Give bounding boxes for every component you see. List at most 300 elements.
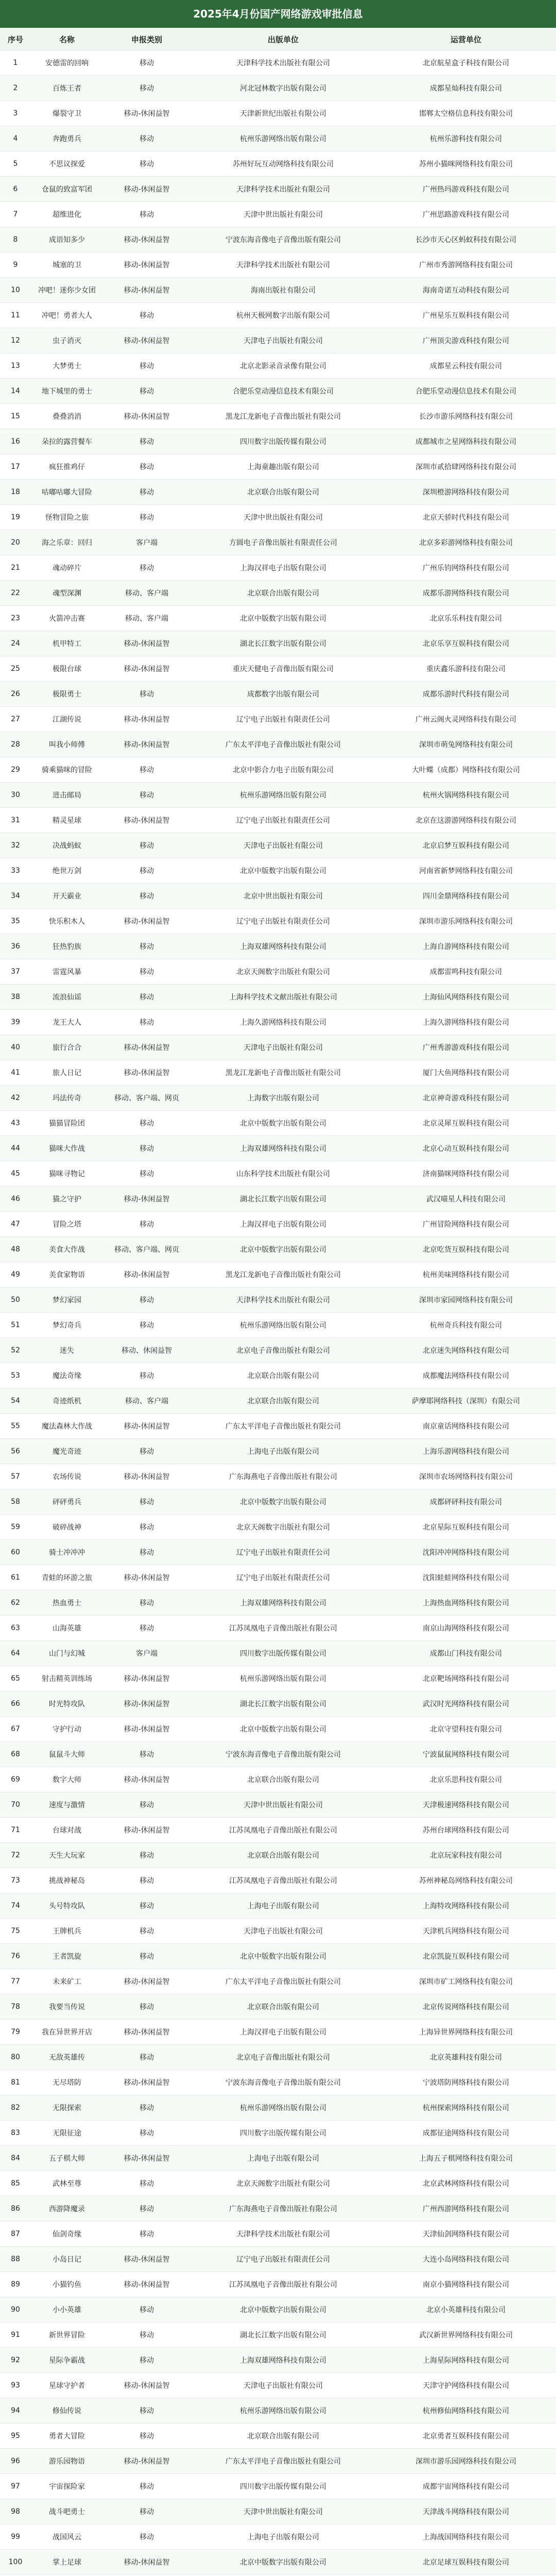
row-name: 热血勇士 (31, 1590, 103, 1616)
row-publisher: 广东海燕电子音像出版社有限公司 (190, 2196, 376, 2222)
row-category: 移动 (103, 2398, 190, 2424)
row-name: 无尽塔防 (31, 2070, 103, 2095)
row-index: 19 (0, 505, 31, 530)
table-row (0, 833, 556, 858)
row-publisher: 江苏凤凰电子音像出版社有限公司 (190, 1818, 376, 1843)
row-index: 96 (0, 2449, 31, 2474)
table-row (0, 2499, 556, 2524)
row-name: 机甲特工 (31, 631, 103, 656)
row-category: 移动 (103, 682, 190, 707)
row-category: 移动、客户端 (103, 606, 190, 631)
row-category: 移动-休闲益智 (103, 1969, 190, 1994)
table-row (0, 2146, 556, 2171)
row-category: 移动 (103, 959, 190, 985)
row-publisher: 湖北长江数字出版有限公司 (190, 2323, 376, 2348)
row-operator: 上海星际网络科技有限公司 (376, 2348, 556, 2373)
row-operator: 天津极速网络科技有限公司 (376, 1792, 556, 1818)
table-row (0, 530, 556, 555)
row-name: 爆裂守卫 (31, 101, 103, 126)
table-row (0, 1262, 556, 1287)
row-index: 68 (0, 1742, 31, 1767)
row-category: 移动 (103, 151, 190, 177)
row-name: 无限征途 (31, 2121, 103, 2146)
table-row (0, 2095, 556, 2121)
row-operator: 上海自游网络科技有限公司 (376, 934, 556, 959)
row-index: 89 (0, 2272, 31, 2297)
row-index: 97 (0, 2474, 31, 2499)
row-publisher: 湖北长江数字出版有限公司 (190, 1691, 376, 1717)
row-category: 移动、客户端、网页 (103, 1237, 190, 1262)
row-category: 移动 (103, 2474, 190, 2499)
row-name: 我在异世界开店 (31, 2020, 103, 2045)
row-index: 93 (0, 2373, 31, 2398)
row-operator: 杭州美味网络科技有限公司 (376, 1262, 556, 1287)
row-category: 移动-休闲益智 (103, 2373, 190, 2398)
row-category: 移动 (103, 429, 190, 454)
row-name: 朵拉的露营餐车 (31, 429, 103, 454)
row-name: 魔光奇迹 (31, 1439, 103, 1464)
row-category: 移动 (103, 1313, 190, 1338)
row-index: 7 (0, 202, 31, 227)
table-row (0, 1742, 556, 1767)
row-name: 不思议探爱 (31, 151, 103, 177)
table-row (0, 2222, 556, 2247)
row-publisher: 辽宁电子出版社有限责任公司 (190, 1565, 376, 1590)
row-category: 移动 (103, 1287, 190, 1313)
row-index: 13 (0, 353, 31, 379)
row-publisher: 天津新世纪出版社有限公司 (190, 101, 376, 126)
row-category: 移动-休闲益智 (103, 2449, 190, 2474)
row-operator: 广州乐钧网络科技有限公司 (376, 555, 556, 581)
table-row (0, 757, 556, 783)
row-category: 移动-休闲益智 (103, 1666, 190, 1691)
table-row (0, 1565, 556, 1590)
row-operator: 天津仙剑网络科技有限公司 (376, 2222, 556, 2247)
row-publisher: 北京联合出版有限公司 (190, 1767, 376, 1792)
row-name: 冒险之塔 (31, 1212, 103, 1237)
row-index: 52 (0, 1338, 31, 1363)
table-row (0, 656, 556, 682)
row-name: 旅行合合 (31, 1035, 103, 1060)
row-operator: 成都城市之星网络科技有限公司 (376, 429, 556, 454)
table-row (0, 1237, 556, 1262)
row-publisher: 上海汉祥电子出版有限公司 (190, 1212, 376, 1237)
row-name: 猫咪大作战 (31, 1136, 103, 1161)
table-row (0, 505, 556, 530)
row-index: 36 (0, 934, 31, 959)
row-index: 5 (0, 151, 31, 177)
row-category: 移动 (103, 76, 190, 101)
row-publisher: 上海双雄网络科技有限公司 (190, 934, 376, 959)
row-category: 移动 (103, 783, 190, 808)
row-category: 移动 (103, 2045, 190, 2070)
row-category: 移动 (103, 1843, 190, 1868)
row-publisher: 辽宁电子出版社有限责任公司 (190, 2247, 376, 2272)
row-category: 移动 (103, 2348, 190, 2373)
row-index: 94 (0, 2398, 31, 2424)
row-operator: 上海热血网络科技有限公司 (376, 1590, 556, 1616)
row-operator: 上海特攻网络科技有限公司 (376, 1893, 556, 1919)
row-name: 掌上足球 (31, 2550, 103, 2575)
table-row (0, 1287, 556, 1313)
row-category: 移动 (103, 1212, 190, 1237)
row-name: 天生大玩家 (31, 1843, 103, 1868)
row-category: 移动-休闲益智 (103, 656, 190, 682)
row-name: 砰砰勇兵 (31, 1489, 103, 1515)
row-operator: 上海五子棋网络科技有限公司 (376, 2146, 556, 2171)
row-index: 35 (0, 909, 31, 934)
row-publisher: 四川数字出版传媒有限公司 (190, 2474, 376, 2499)
table-row (0, 1792, 556, 1818)
row-name: 海之乐章：回归 (31, 530, 103, 555)
row-name: 成语知多少 (31, 227, 103, 252)
row-category: 移动 (103, 1616, 190, 1641)
row-operator: 北京玩家科技有限公司 (376, 1843, 556, 1868)
row-operator: 北京英雄科技有限公司 (376, 2045, 556, 2070)
row-index: 53 (0, 1363, 31, 1388)
row-category: 移动-休闲益智 (103, 2020, 190, 2045)
row-name: 武林至尊 (31, 2171, 103, 2196)
row-operator: 杭州修仙网络科技有限公司 (376, 2398, 556, 2424)
table-row (0, 1212, 556, 1237)
row-publisher: 北京中版数字出版有限公司 (190, 1237, 376, 1262)
table-row (0, 2121, 556, 2146)
row-category: 移动-休闲益智 (103, 631, 190, 656)
row-index: 73 (0, 1868, 31, 1893)
row-name: 王牌机兵 (31, 1919, 103, 1944)
row-operator: 深圳市农场网络科技有限公司 (376, 1464, 556, 1489)
row-publisher: 天津电子出版社有限公司 (190, 2373, 376, 2398)
row-publisher: 宁波东海音像电子音像出版有限公司 (190, 1742, 376, 1767)
row-category: 移动、客户端、网页 (103, 1086, 190, 1111)
row-operator: 南京童话网络科技有限公司 (376, 1414, 556, 1439)
row-operator: 北京灵犀互娱科技有限公司 (376, 1111, 556, 1136)
row-name: 小小英雄 (31, 2297, 103, 2323)
row-category: 移动-休闲益智 (103, 1060, 190, 1086)
row-operator: 海南奇诺互动科技有限公司 (376, 278, 556, 303)
header-publisher: 出版单位 (190, 28, 376, 50)
table-row (0, 2449, 556, 2474)
row-publisher: 天津中世出版社有限公司 (190, 202, 376, 227)
row-category: 移动-休闲益智 (103, 909, 190, 934)
table-row (0, 50, 556, 76)
row-operator: 四川金鼎网络科技有限公司 (376, 884, 556, 909)
row-category: 移动 (103, 2222, 190, 2247)
row-name: 超维进化 (31, 202, 103, 227)
row-operator: 长沙市游乐网络科技有限公司 (376, 404, 556, 429)
row-category: 移动 (103, 1994, 190, 2020)
row-operator: 成都乐游网络科技有限公司 (376, 581, 556, 606)
row-index: 58 (0, 1489, 31, 1515)
row-category: 移动-休闲益智 (103, 808, 190, 833)
table-row (0, 1666, 556, 1691)
row-operator: 广州思路游戏科技有限公司 (376, 202, 556, 227)
row-index: 10 (0, 278, 31, 303)
row-operator: 上海乐游网络科技有限公司 (376, 1439, 556, 1464)
row-index: 71 (0, 1818, 31, 1843)
row-index: 8 (0, 227, 31, 252)
row-name: 西游降魔录 (31, 2196, 103, 2222)
header-operator: 运营单位 (376, 28, 556, 50)
row-name: 仙剑奇缘 (31, 2222, 103, 2247)
row-publisher: 天津科学技术出版社有限公司 (190, 50, 376, 76)
row-publisher: 天津电子出版社有限公司 (190, 833, 376, 858)
row-operator: 深圳市矿工网络科技有限公司 (376, 1969, 556, 1994)
table-row (0, 151, 556, 177)
header-name: 名称 (31, 28, 103, 50)
table-row (0, 2272, 556, 2297)
row-category: 移动-休闲益智 (103, 177, 190, 202)
row-publisher: 辽宁电子出版社有限责任公司 (190, 808, 376, 833)
row-name: 骑士冲冲冲 (31, 1540, 103, 1565)
row-publisher: 宁波东海音像电子音像出版有限公司 (190, 227, 376, 252)
table-row (0, 2247, 556, 2272)
row-index: 90 (0, 2297, 31, 2323)
row-category: 移动、休闲益智 (103, 1338, 190, 1363)
row-publisher: 天津科学技术出版社有限公司 (190, 1287, 376, 1313)
row-name: 猫之守护 (31, 1187, 103, 1212)
row-category: 移动 (103, 1363, 190, 1388)
row-operator: 北京守望科技有限公司 (376, 1717, 556, 1742)
row-publisher: 杭州乐游网络出版有限公司 (190, 2398, 376, 2424)
row-publisher: 上海电子出版有限公司 (190, 2524, 376, 2550)
table-row (0, 2550, 556, 2575)
row-category: 移动 (103, 1540, 190, 1565)
row-category: 移动-休闲益智 (103, 1187, 190, 1212)
row-operator: 北京心动互娱科技有限公司 (376, 1136, 556, 1161)
row-name: 叠叠消消 (31, 404, 103, 429)
row-index: 34 (0, 884, 31, 909)
row-operator: 成都山门科技有限公司 (376, 1641, 556, 1666)
row-index: 45 (0, 1161, 31, 1187)
row-publisher: 河北冠林数字出版有限公司 (190, 76, 376, 101)
row-name: 江湖传说 (31, 707, 103, 732)
row-publisher: 广东太平洋电子音像出版社有限公司 (190, 1969, 376, 1994)
row-category: 客户端 (103, 1641, 190, 1666)
row-index: 70 (0, 1792, 31, 1818)
row-index: 44 (0, 1136, 31, 1161)
table-row (0, 1010, 556, 1035)
row-category: 移动 (103, 934, 190, 959)
table-row (0, 909, 556, 934)
row-index: 54 (0, 1388, 31, 1414)
table-row (0, 2070, 556, 2095)
row-operator: 北京乐享互娱科技有限公司 (376, 631, 556, 656)
table-row (0, 985, 556, 1010)
row-name: 未来矿工 (31, 1969, 103, 1994)
row-category: 移动 (103, 2171, 190, 2196)
row-category: 移动 (103, 884, 190, 909)
row-publisher: 杭州乐游网络出版有限公司 (190, 126, 376, 151)
row-index: 18 (0, 480, 31, 505)
row-operator: 北京星际互娱科技有限公司 (376, 1515, 556, 1540)
row-operator: 深圳市家园网络科技有限公司 (376, 1287, 556, 1313)
row-category: 移动 (103, 2499, 190, 2524)
row-operator: 苏州小猫咪网络科技有限公司 (376, 151, 556, 177)
row-name: 百炼王者 (31, 76, 103, 101)
row-category: 移动-休闲益智 (103, 252, 190, 278)
row-operator: 北京乐思科技有限公司 (376, 1767, 556, 1792)
row-category: 移动 (103, 454, 190, 480)
row-category: 移动 (103, 2196, 190, 2222)
row-index: 87 (0, 2222, 31, 2247)
table-row (0, 1414, 556, 1439)
row-category: 移动 (103, 1944, 190, 1969)
row-name: 决战蚂蚁 (31, 833, 103, 858)
row-category: 移动-休闲益智 (103, 1262, 190, 1287)
row-publisher: 广东太平洋电子音像出版社有限公司 (190, 1414, 376, 1439)
row-publisher: 辽宁电子出版社有限责任公司 (190, 1540, 376, 1565)
row-publisher: 上海久游网络科技有限公司 (190, 1010, 376, 1035)
row-index: 4 (0, 126, 31, 151)
row-publisher: 天津中世出版社有限公司 (190, 505, 376, 530)
row-publisher: 北京联合出版有限公司 (190, 1994, 376, 2020)
row-operator: 宁波鼠鼠网络科技有限公司 (376, 1742, 556, 1767)
row-category: 移动-休闲益智 (103, 101, 190, 126)
row-category: 移动 (103, 50, 190, 76)
row-category: 移动-休闲益智 (103, 2272, 190, 2297)
row-name: 猫猫冒险团 (31, 1111, 103, 1136)
row-name: 新世界冒险 (31, 2323, 103, 2348)
row-publisher: 北京中版数字出版有限公司 (190, 2297, 376, 2323)
row-publisher: 黑龙江龙新电子音像出版社有限公司 (190, 1262, 376, 1287)
row-category: 移动-休闲益智 (103, 1691, 190, 1717)
row-index: 62 (0, 1590, 31, 1616)
row-name: 疯狂推鸡仔 (31, 454, 103, 480)
row-publisher: 苏州好玩互动网络科技有限公司 (190, 151, 376, 177)
row-name: 守护行动 (31, 1717, 103, 1742)
row-index: 75 (0, 1919, 31, 1944)
table-row (0, 126, 556, 151)
row-category: 移动-休闲益智 (103, 1565, 190, 1590)
row-name: 奇迹纸机 (31, 1388, 103, 1414)
row-publisher: 北京中版数字出版有限公司 (190, 858, 376, 884)
row-operator: 杭州火锅网络科技有限公司 (376, 783, 556, 808)
row-operator: 广州秀游游戏科技有限公司 (376, 1035, 556, 1060)
table-row (0, 278, 556, 303)
row-publisher: 北京北影录音录像有限公司 (190, 353, 376, 379)
table-row (0, 2020, 556, 2045)
row-name: 仓鼠的致富军团 (31, 177, 103, 202)
row-index: 27 (0, 707, 31, 732)
row-index: 61 (0, 1565, 31, 1590)
row-name: 叫我小师傅 (31, 732, 103, 757)
table-row (0, 631, 556, 656)
table-row (0, 2196, 556, 2222)
row-name: 魔法森林大作战 (31, 1414, 103, 1439)
row-index: 48 (0, 1237, 31, 1262)
row-publisher: 合肥乐堂动漫信息技术有限公司 (190, 379, 376, 404)
row-publisher: 山东科学技术出版社有限公司 (190, 1161, 376, 1187)
row-index: 30 (0, 783, 31, 808)
row-index: 59 (0, 1515, 31, 1540)
row-category: 移动-休闲益智 (103, 2070, 190, 2095)
row-operator: 广州星乐互娱科技有限公司 (376, 303, 556, 328)
row-publisher: 北京中版数字出版有限公司 (190, 606, 376, 631)
row-index: 50 (0, 1287, 31, 1313)
row-operator: 成都砰砰科技有限公司 (376, 1489, 556, 1515)
row-category: 移动-休闲益智 (103, 404, 190, 429)
row-index: 14 (0, 379, 31, 404)
table-row (0, 707, 556, 732)
row-name: 安德雷的回响 (31, 50, 103, 76)
row-name: 地下城里的勇士 (31, 379, 103, 404)
row-publisher: 杭州天极网数字出版有限公司 (190, 303, 376, 328)
row-operator: 深圳市贰拾肆网络科技有限公司 (376, 454, 556, 480)
row-operator: 成都宇宙网络科技有限公司 (376, 2474, 556, 2499)
row-category: 移动-休闲益智 (103, 1767, 190, 1792)
row-index: 88 (0, 2247, 31, 2272)
row-category: 移动-休闲益智 (103, 1464, 190, 1489)
row-publisher: 上海电子出版有限公司 (190, 1439, 376, 1464)
row-operator: 武汉时光网络科技有限公司 (376, 1691, 556, 1717)
table-row (0, 252, 556, 278)
table-row (0, 783, 556, 808)
row-category: 移动 (103, 1868, 190, 1893)
row-category: 移动 (103, 2095, 190, 2121)
row-name: 虫子消灭 (31, 328, 103, 353)
row-category: 移动 (103, 1136, 190, 1161)
row-index: 81 (0, 2070, 31, 2095)
row-index: 55 (0, 1414, 31, 1439)
row-name: 游乐园物语 (31, 2449, 103, 2474)
table-row (0, 1919, 556, 1944)
row-operator: 北京勇者互娱科技有限公司 (376, 2424, 556, 2449)
row-operator: 天津战斗网络科技有限公司 (376, 2499, 556, 2524)
table-row (0, 858, 556, 884)
table-row (0, 1187, 556, 1212)
table-header-row (0, 28, 556, 50)
row-operator: 广州冒险网络科技有限公司 (376, 1212, 556, 1237)
row-publisher: 天津中世出版社有限公司 (190, 2499, 376, 2524)
row-operator: 天津守护网络科技有限公司 (376, 2373, 556, 2398)
table-row (0, 1388, 556, 1414)
row-operator: 北京凯旋互娱科技有限公司 (376, 1944, 556, 1969)
row-operator: 北京靶场网络科技有限公司 (376, 1666, 556, 1691)
row-category: 移动 (103, 2121, 190, 2146)
row-index: 1 (0, 50, 31, 76)
row-name: 骑乘猫咪的冒险 (31, 757, 103, 783)
row-name: 鼠鼠斗大师 (31, 1742, 103, 1767)
row-index: 86 (0, 2196, 31, 2222)
row-publisher: 北京中版数字出版有限公司 (190, 1111, 376, 1136)
row-publisher: 黑龙江龙新电子音像出版社有限公司 (190, 404, 376, 429)
row-index: 74 (0, 1893, 31, 1919)
row-publisher: 北京联合出版有限公司 (190, 1843, 376, 1868)
table-row (0, 1868, 556, 1893)
row-operator: 成都星云科技有限公司 (376, 353, 556, 379)
row-name: 数字大师 (31, 1767, 103, 1792)
row-category: 移动 (103, 126, 190, 151)
row-name: 美食家物语 (31, 1262, 103, 1287)
row-name: 射击精英训练场 (31, 1666, 103, 1691)
table-row (0, 606, 556, 631)
row-index: 79 (0, 2020, 31, 2045)
row-publisher: 上海汉祥电子出版有限公司 (190, 2020, 376, 2045)
row-index: 31 (0, 808, 31, 833)
row-category: 移动-休闲益智 (103, 707, 190, 732)
row-name: 猫咪寻物记 (31, 1161, 103, 1187)
row-operator: 上海战国网络科技有限公司 (376, 2524, 556, 2550)
row-index: 85 (0, 2171, 31, 2196)
table-row (0, 353, 556, 379)
row-name: 小岛日记 (31, 2247, 103, 2272)
row-index: 76 (0, 1944, 31, 1969)
row-index: 41 (0, 1060, 31, 1086)
row-index: 43 (0, 1111, 31, 1136)
row-name: 五子棋大师 (31, 2146, 103, 2171)
table-row (0, 2297, 556, 2323)
